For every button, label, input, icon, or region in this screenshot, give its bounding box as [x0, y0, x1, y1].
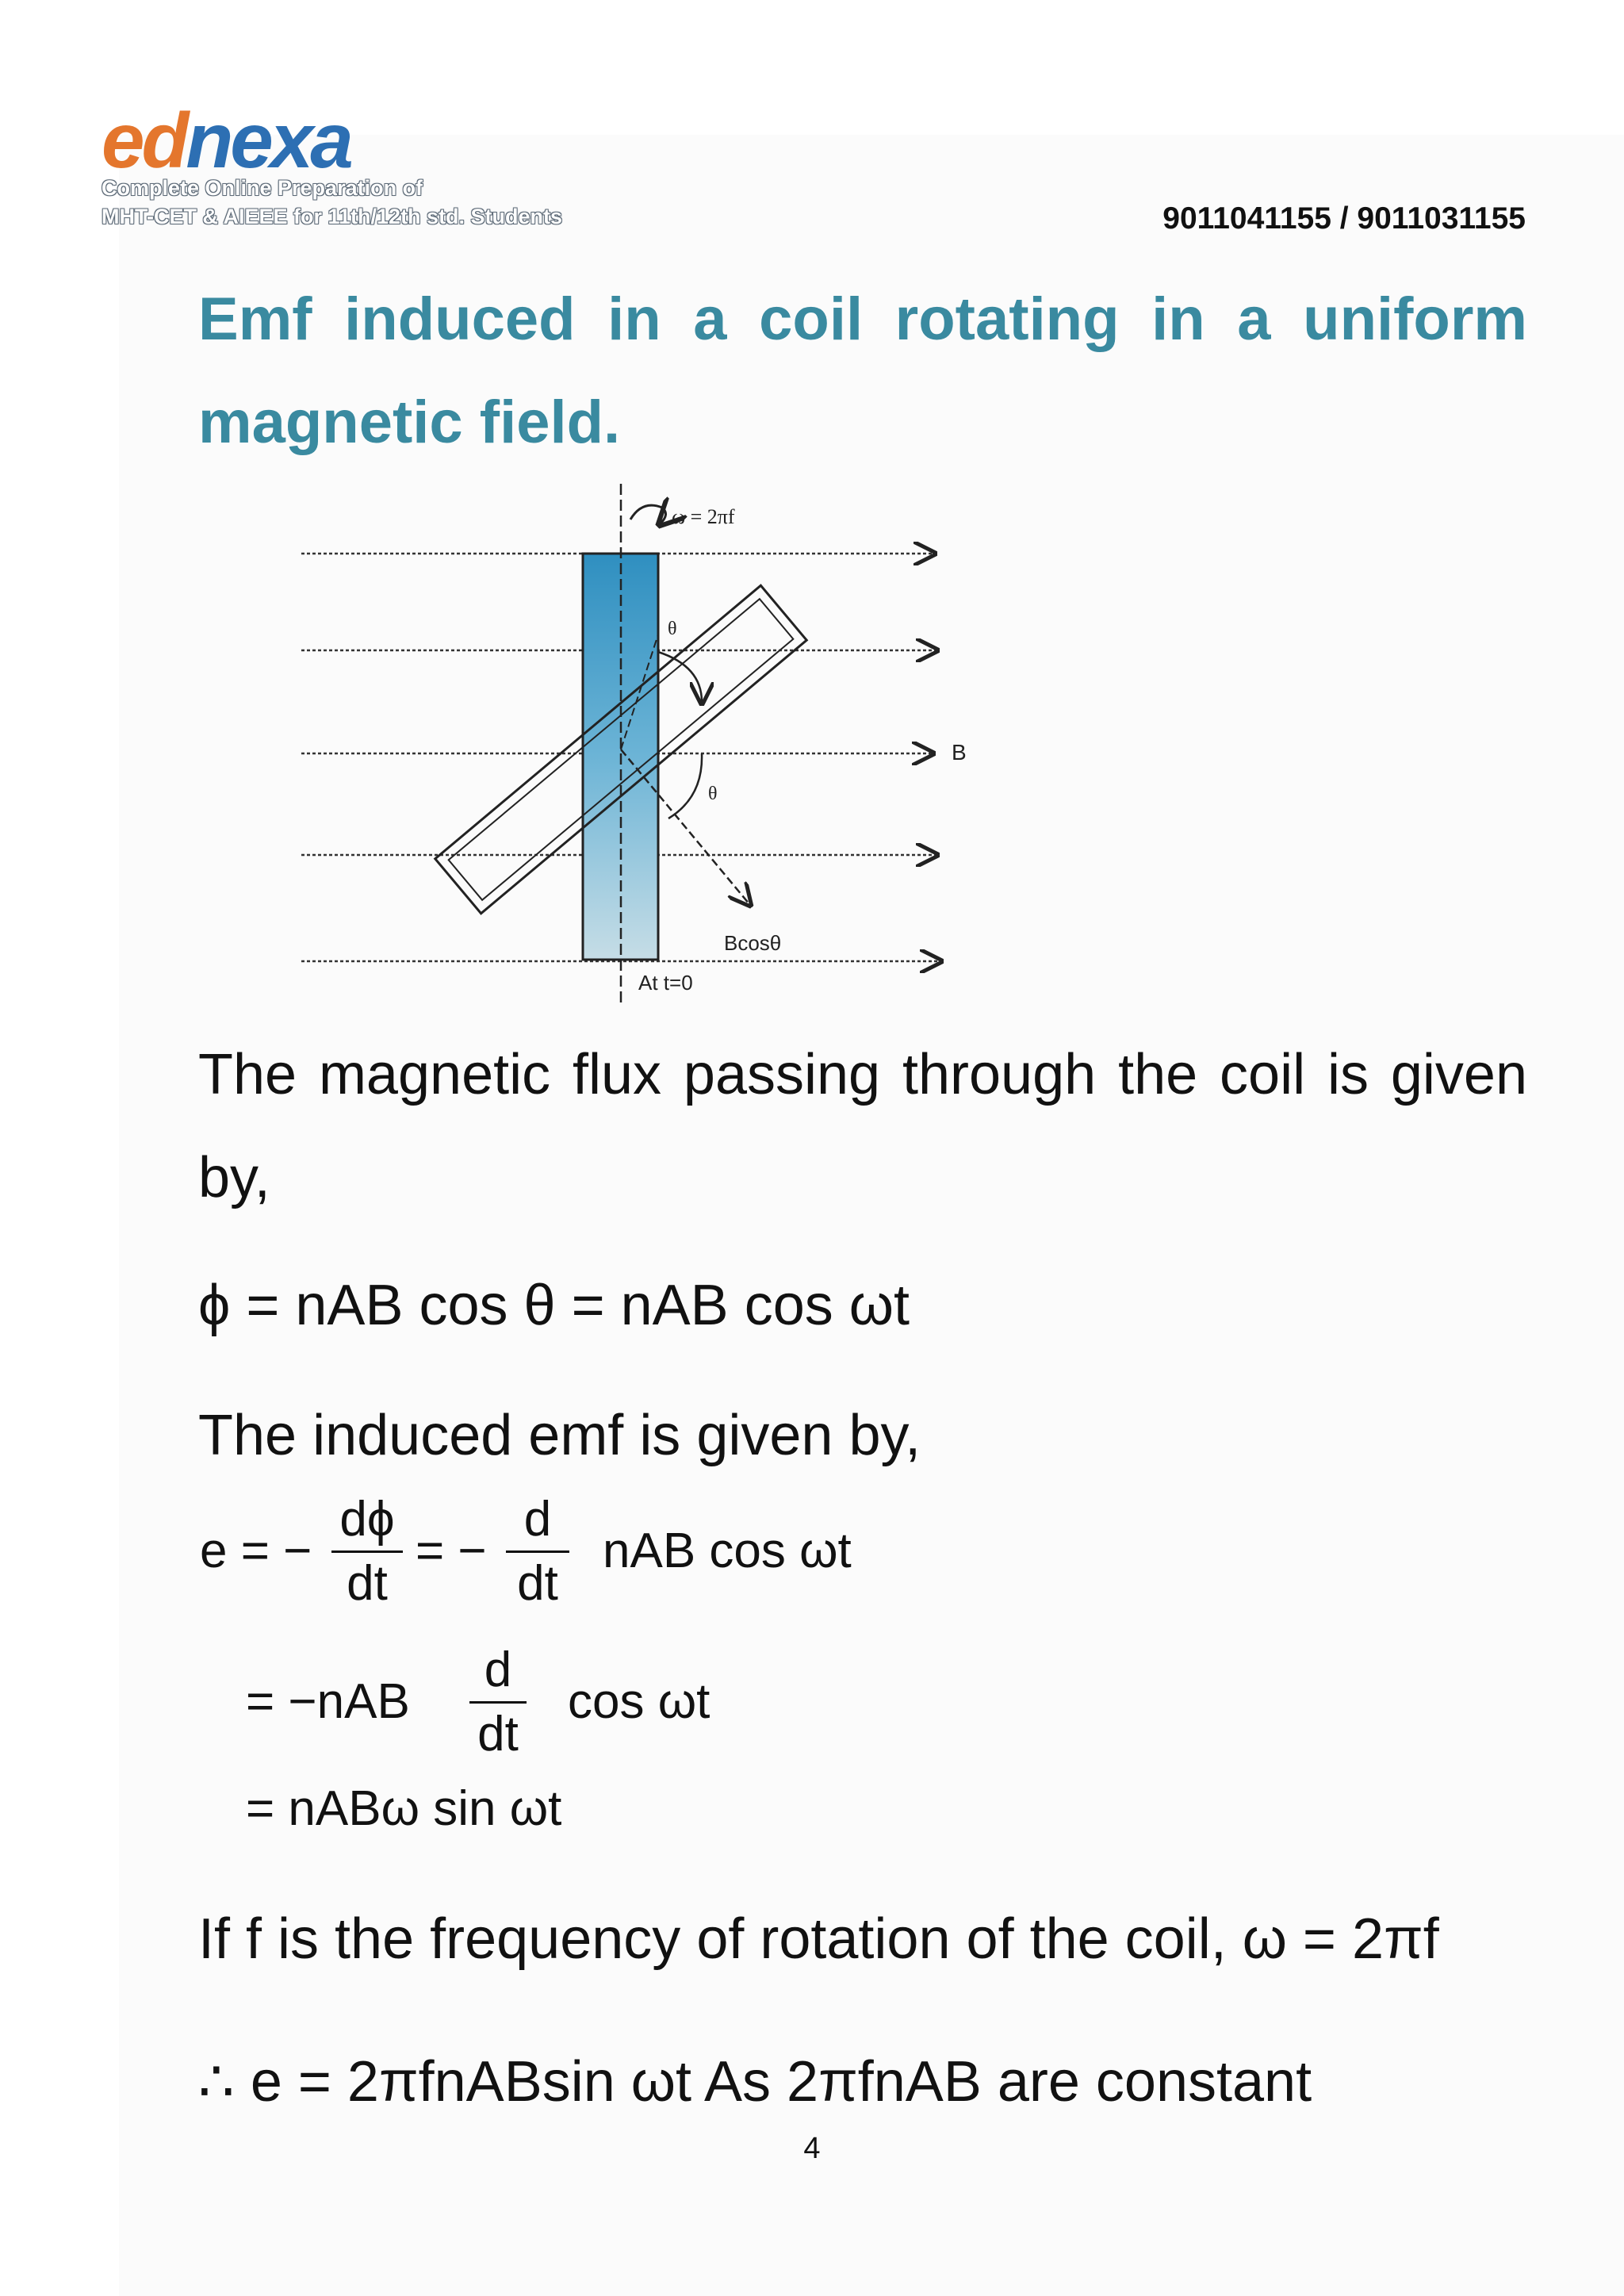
fraction-bar	[469, 1701, 527, 1704]
fraction-denominator: dt	[517, 1556, 558, 1611]
page-number: 4	[803, 2132, 821, 2165]
bcos-label: Bcosθ	[724, 931, 782, 955]
logo-tagline-2: MHT-CET & AIEEE for 11th/12th std. Students	[102, 205, 563, 228]
fraction-bar	[506, 1550, 569, 1553]
fraction-bar	[331, 1550, 403, 1553]
logo-ed: ed	[102, 97, 186, 184]
section-heading: Emf induced in a coil rotating in a uniform magnetic field.	[198, 286, 1527, 456]
cos-wt-term: cos ωt	[568, 1674, 710, 1729]
flux-equation: ϕ = nAB cos θ = nAB cos ωt	[198, 1274, 910, 1337]
theta-arc-lower	[668, 753, 702, 818]
logo-nexa: nexa	[186, 97, 350, 184]
d-dt-fraction	[506, 1492, 569, 1611]
b-label: B	[952, 740, 967, 765]
d-dt-fraction-2	[469, 1642, 527, 1761]
fraction-denominator: dt	[347, 1556, 388, 1611]
flux-intro-text: The magnetic flux passing through the coil is given by,	[198, 1043, 1527, 1209]
omega-rotation-arc	[630, 505, 666, 523]
fraction-numerator: d	[523, 1492, 552, 1547]
emf-eq-line2: = −nAB	[246, 1674, 410, 1729]
emf-intro-text: The induced emf is given by,	[198, 1404, 921, 1467]
theta-arc-upper	[658, 652, 702, 702]
frequency-text: If f is the frequency of rotation of the coil, ω = 2πf	[198, 1907, 1439, 1971]
theta-lower-label: θ	[708, 784, 718, 804]
dphi-dt-fraction	[331, 1492, 403, 1611]
omega-label: ω = 2πf	[672, 505, 735, 528]
theta-upper-label: θ	[668, 619, 677, 639]
equals-minus: = −	[416, 1524, 487, 1578]
emf-eq-lhs: e = −	[200, 1524, 312, 1578]
logo-wordmark	[102, 97, 350, 184]
fraction-denominator: dt	[477, 1707, 519, 1761]
fraction-numerator: dϕ	[339, 1492, 395, 1547]
result-text: ∴ e = 2πfnABsin ωt As 2πfnAB are constant	[198, 2050, 1312, 2114]
contact-phones: 9011041155 / 9011031155	[1162, 201, 1526, 236]
rotating-coil-diagram	[289, 476, 987, 1007]
nab-cos-term: nAB cos ωt	[603, 1524, 852, 1578]
t0-label: At t=0	[638, 971, 693, 995]
ednexa-logo	[102, 97, 609, 236]
fraction-numerator: d	[484, 1642, 512, 1697]
logo-tagline-1: Complete Online Preparation of	[102, 176, 423, 200]
emf-eq-line3: = nABω sin ωt	[246, 1781, 562, 1836]
